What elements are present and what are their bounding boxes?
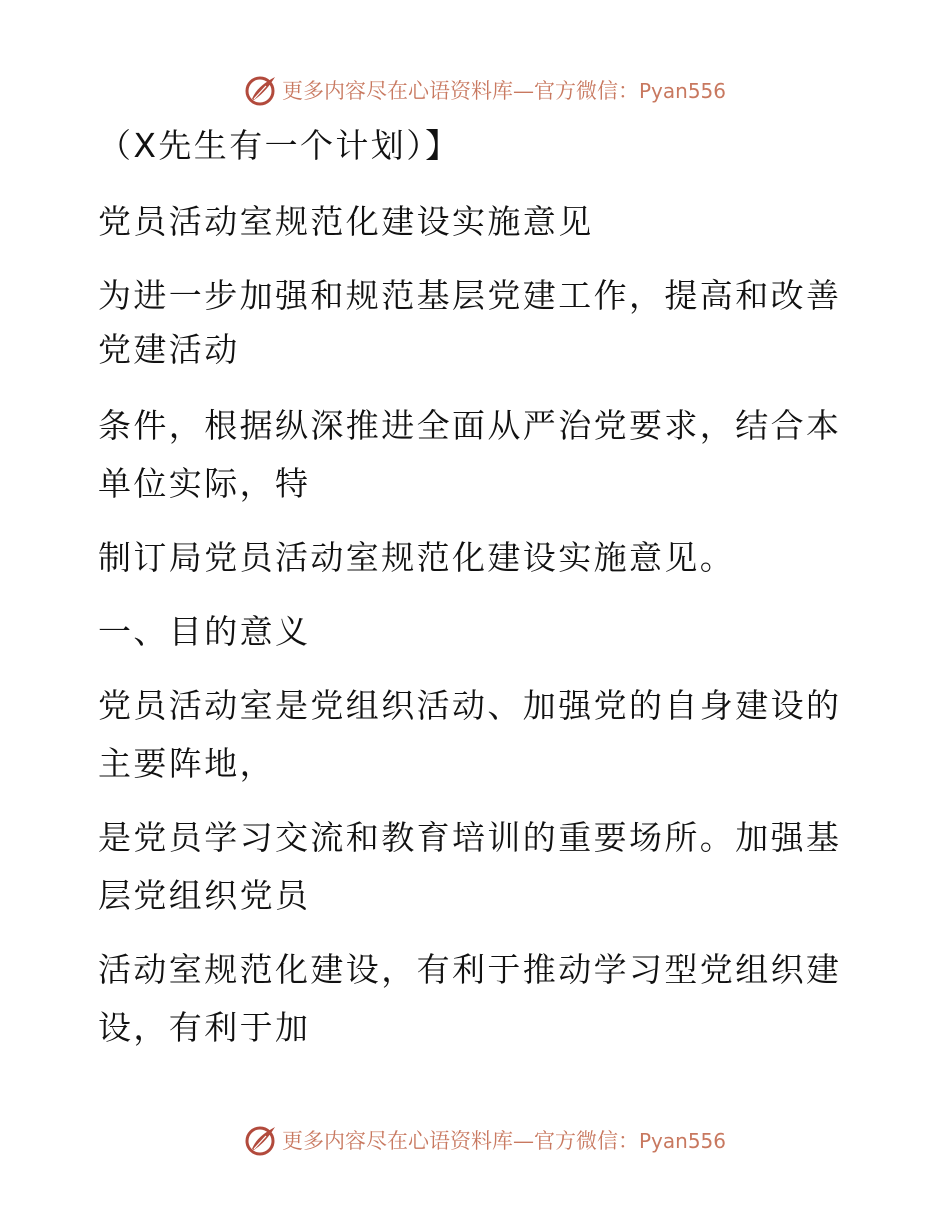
doc-line-9: 党员活动室是党组织活动、加强党的自身建设的 (98, 686, 842, 725)
doc-line-6: 单位实际，特 (98, 464, 311, 503)
doc-line-12: 层党组织党员 (98, 876, 311, 915)
doc-line-14: 设，有利于加 (98, 1008, 311, 1047)
doc-title: 党员活动室规范化建设实施意见 (98, 202, 594, 241)
watermark-text: 更多内容尽在心语资料库—官方微信：Pyan556 (281, 1129, 726, 1153)
doc-line-4: 党建活动 (98, 330, 240, 369)
doc-line-3: 为进一步加强和规范基层党建工作，提高和改善 (98, 276, 842, 315)
doc-line-11: 是党员学习交流和教育培训的重要场所。加强基 (98, 818, 842, 857)
section-heading: 一、目的意义 (98, 612, 311, 651)
watermark-text: 更多内容尽在心语资料库—官方微信：Pyan556 (281, 79, 726, 103)
watermark-wechat-id: Pyan556 (638, 79, 726, 103)
doc-line-10: 主要阵地， (98, 744, 275, 783)
watermark-wechat-id: Pyan556 (638, 1129, 726, 1153)
footer-watermark (0, 1120, 950, 1160)
doc-line-5: 条件，根据纵深推进全面从严治党要求，结合本 (98, 406, 842, 445)
header-watermark (0, 70, 950, 110)
doc-line-1: （X先生有一个计划）】 (98, 126, 461, 165)
quill-logo-icon (244, 1123, 278, 1157)
doc-line-7: 制订局党员活动室规范化建设实施意见。 (98, 538, 736, 577)
quill-logo-icon (244, 73, 278, 107)
doc-line-13: 活动室规范化建设，有利于推动学习型党组织建 (98, 950, 842, 989)
